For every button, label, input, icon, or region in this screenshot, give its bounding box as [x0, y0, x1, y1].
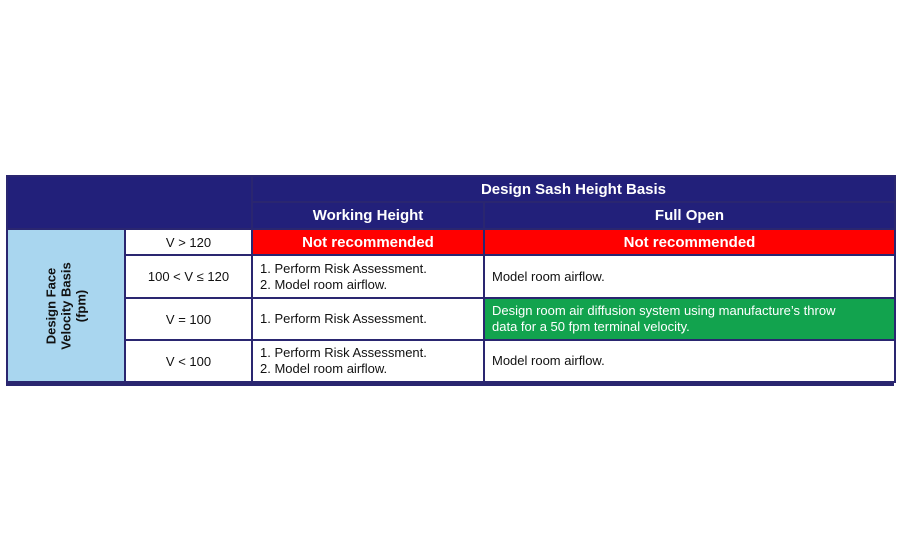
table-bottom-rule	[6, 383, 894, 386]
header-corner	[7, 176, 252, 229]
side-label-velocity-basis	[7, 229, 125, 382]
header-sash-height-basis: Design Sash Height Basis	[252, 176, 895, 202]
velocity-cell: V < 100	[125, 340, 252, 382]
header-row-basis	[7, 176, 895, 202]
cell-line: 2. Model room airflow.	[260, 276, 388, 292]
velocity-cell: 100 < V ≤ 120	[125, 255, 252, 298]
cell-line: data for a 50 fpm terminal velocity.	[492, 319, 690, 334]
table-row	[7, 298, 895, 340]
cell-text: Not recommended	[623, 233, 756, 251]
working-height-cell	[252, 298, 484, 340]
table-row	[7, 340, 895, 382]
sash-height-decision-table	[6, 175, 896, 383]
side-label-line: (fpm)	[73, 289, 89, 322]
working-height-cell	[252, 255, 484, 298]
velocity-cell: V > 120	[125, 229, 252, 255]
not-recommended-cell	[484, 229, 895, 255]
cell-line: 1. Perform Risk Assessment.	[260, 345, 427, 360]
cell-line: 1. Perform Risk Assessment.	[260, 260, 427, 276]
velocity-cell: V = 100	[125, 298, 252, 340]
cell-line: 2. Model room airflow.	[260, 361, 388, 376]
not-recommended-cell	[252, 229, 484, 255]
side-label-line: Velocity Basis	[58, 261, 74, 350]
cell-line: Model room airflow.	[492, 268, 605, 284]
decision-table-wrapper	[6, 175, 894, 386]
table-row	[7, 229, 895, 255]
header-full-open: Full Open	[484, 202, 895, 229]
side-label-text	[44, 262, 89, 349]
table-row	[7, 255, 895, 298]
header-working-height: Working Height	[252, 202, 484, 229]
cell-text: Not recommended	[302, 233, 434, 251]
design-diffusion-cell	[484, 298, 895, 340]
full-open-cell	[484, 340, 895, 382]
working-height-cell	[252, 340, 484, 382]
cell-line: 1. Perform Risk Assessment.	[260, 311, 427, 326]
cell-line: Design room air diffusion system using manufacture’s throw	[492, 303, 836, 318]
full-open-cell	[484, 255, 895, 298]
side-label-line: Design Face	[43, 267, 59, 344]
cell-line: Model room airflow.	[492, 353, 605, 368]
